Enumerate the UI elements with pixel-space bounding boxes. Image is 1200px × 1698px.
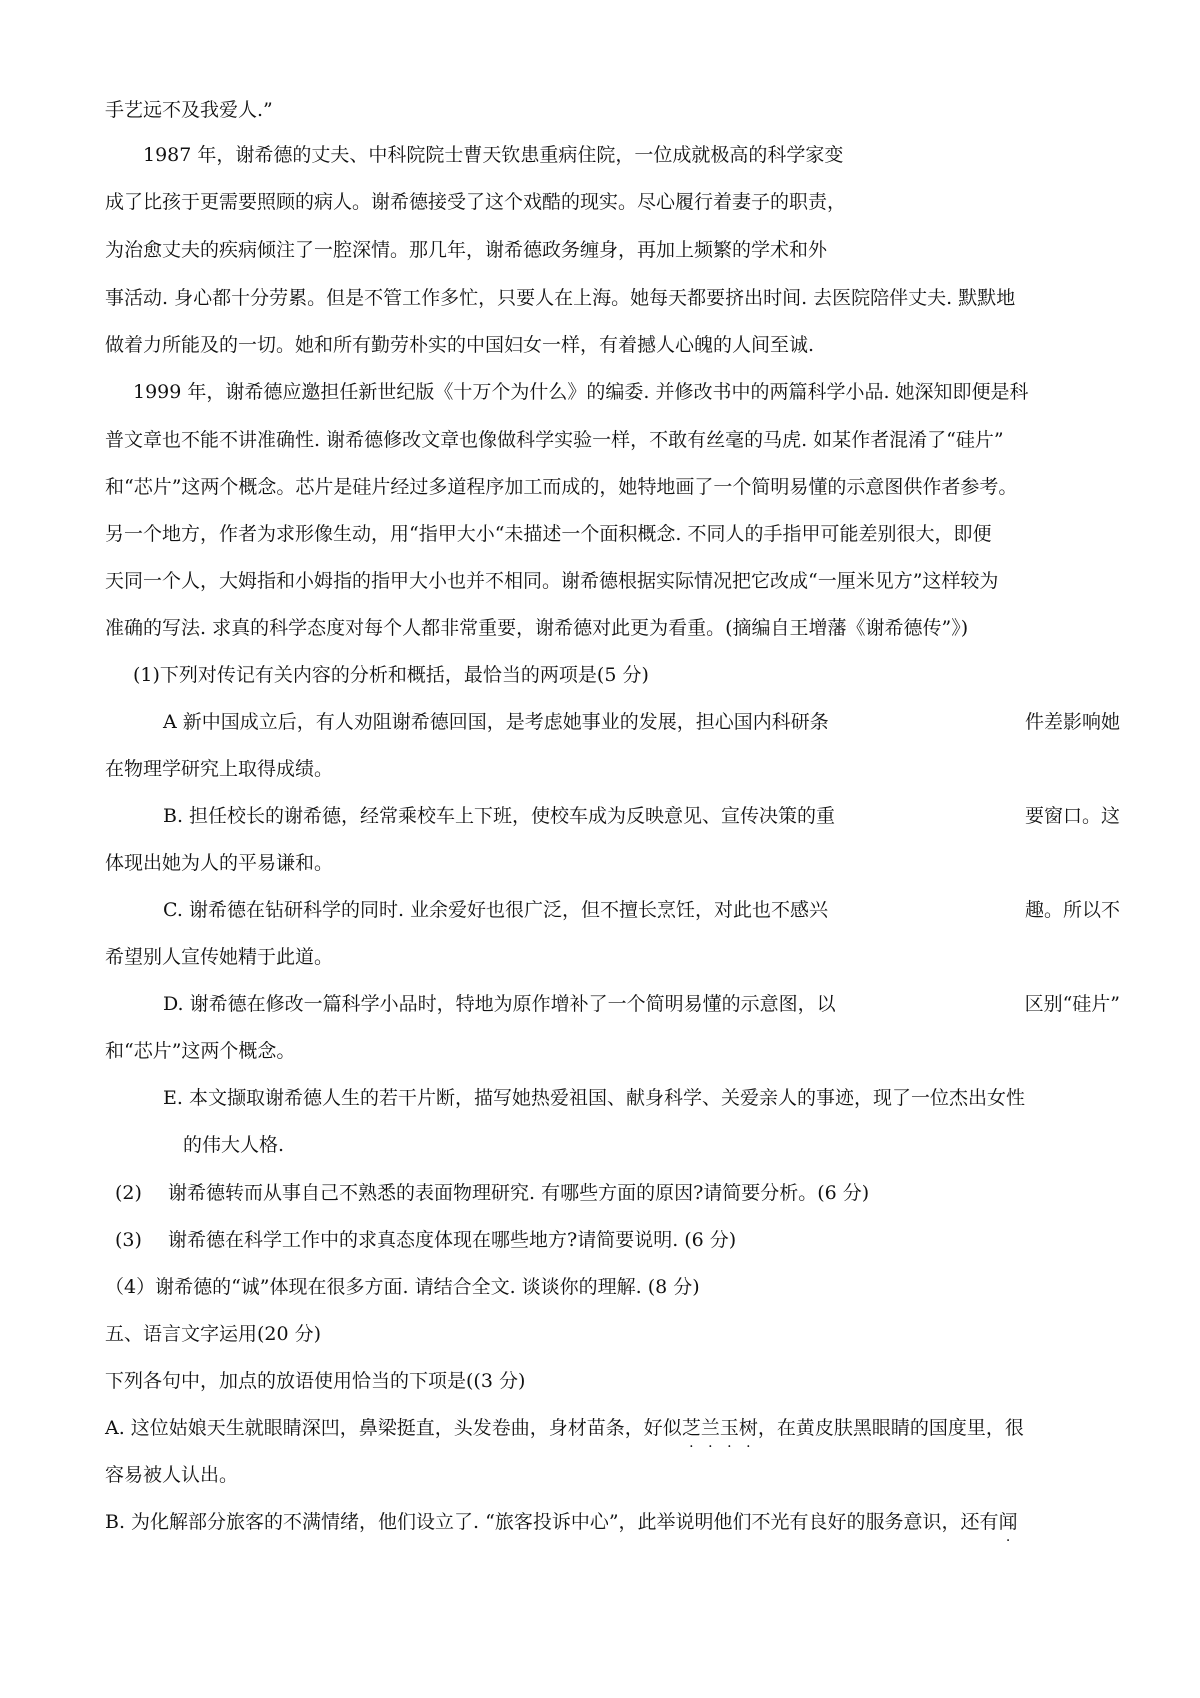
section-5-question-1: 下列各句中，加点的放语使用恰当的下项是((3 分) <box>105 1370 526 1392</box>
question-2-number: (2) <box>115 1182 142 1204</box>
option-B-text-right: 要窗口。这 <box>1024 805 1120 827</box>
paragraph-line: 1987 年，谢希德的丈夫、中科院院士曹天钦患重病住院，一位成就极高的科学家变 <box>143 144 844 166</box>
question-2-text: 谢希德转而从事自己不熟悉的表面物理研究. 有哪些方面的原因?请简要分析。(6 分) <box>168 1182 870 1204</box>
emphasis-char: 芝 · <box>681 1417 701 1455</box>
option-A-text-right: 件差影响她 <box>1024 711 1120 733</box>
emphasis-char: 树 · <box>738 1417 758 1455</box>
emphasis-dot: · <box>689 1439 694 1455</box>
choice-B <box>105 1508 1018 1549</box>
paragraph-line: 成了比孩于更需要照顾的病人。谢希德接受了这个戏酷的现实。尽心履行着妻子的职责， <box>105 191 847 213</box>
question-3-number: (3) <box>115 1229 142 1251</box>
option-A-text: A 新中国成立后，有人劝阻谢希德回国，是考虑她事业的发展，担心国内科研条 <box>163 711 829 733</box>
emphasis-dot: · <box>708 1439 713 1455</box>
choice-A-post: ，在黄皮肤黑眼睛的国度里，很 <box>757 1417 1024 1439</box>
question-4: （4）谢希德的“诚”体现在很多方面. 请结合全文. 谈谈你的理解. (8 分) <box>105 1276 700 1298</box>
choice-B-pre: B. 为化解部分旅客的不满情绪，他们设立了. “旅客投诉中心”，此举说明他们不光有良好的服务意识，还有 <box>105 1511 999 1533</box>
paragraph-line: 另一个地方，作者为求形像生动，用“指甲大小“未描述一个面积概念. 不同人的手指甲可能差别很大，即便 <box>105 523 992 545</box>
choice-A-pre: A. 这位姑娘天生就眼睛深凹，鼻梁挺直，头发卷曲，身材苗条，好似 <box>105 1417 682 1439</box>
paragraph-line: 和“芯片”这两个概念。芯片是硅片经过多道程序加工而成的，她特地画了一个简明易懂的示意图供作者参考。 <box>105 476 1018 498</box>
option-D-text-cont: 和“芯片”这两个概念。 <box>105 1040 296 1062</box>
emphasis-dot: · <box>746 1439 751 1455</box>
emphasis-char: 闻 · <box>998 1511 1018 1549</box>
option-C-text-right: 趣。所以不 <box>1024 899 1120 921</box>
question-1-stem: (1)下列对传记有关内容的分析和概括，最恰当的两项是(5 分) <box>133 664 649 686</box>
choice-A <box>105 1414 1024 1455</box>
paragraph-line: 为治愈丈夫的疾病倾注了一腔深情。那几年，谢希德政务缠身，再加上频繁的学术和外 <box>105 239 828 261</box>
option-C-text: C. 谢希德在钻研科学的同时. 业余爱好也很广泛，但不擅长烹饪，对此也不感兴 <box>163 899 829 921</box>
option-C-text-cont: 希望别人宣传她精于此道。 <box>105 946 334 968</box>
paragraph-line: 做着力所能及的一切。她和所有勤劳朴实的中国妇女一样，有着撼人心魄的人间至诚. <box>105 334 815 356</box>
choice-A-cont: 容易被人认出。 <box>105 1464 239 1486</box>
emphasis-char: 兰 · <box>700 1417 720 1455</box>
paragraph-line: 事活动. 身心都十分劳累。但是不管工作多忙，只要人在上海。她每天都要挤出时间. 去医院陪伴丈夫. 默默地 <box>105 287 1016 309</box>
option-D-text-right: 区别“硅片” <box>1024 993 1120 1015</box>
question-3-text: 谢希德在科学工作中的求真态度体现在哪些地方?请简要说明. (6 分) <box>168 1229 737 1251</box>
paragraph-line: 普文章也不能不讲准确性. 谢希德修改文章也像做科学实验一样，不敢有丝毫的马虎. 如某作者混淆了“硅片” <box>105 429 1004 451</box>
option-B-text-cont: 体现出她为人的平易谦和。 <box>105 852 334 874</box>
option-E-text-cont: 的伟大人格. <box>183 1134 285 1156</box>
option-D-text: D. 谢希德在修改一篇科学小品时，特地为原作增补了一个简明易懂的示意图，以 <box>163 993 836 1015</box>
option-A-text-cont: 在物理学研究上取得成绩。 <box>105 758 334 780</box>
emphasis-dot: · <box>1005 1533 1011 1549</box>
paragraph-line: 准确的写法. 求真的科学态度对每个人都非常重要，谢希德对此更为看重。(摘编自王增藩《谢希德传”》) <box>105 617 969 639</box>
option-E-text: E. 本文撷取谢希德人生的若干片断，描写她热爱祖国、献身科学、关爱亲人的事迹，现了一位杰出女性 <box>163 1087 1025 1109</box>
paragraph-line: 1999 年，谢希德应邀担任新世纪版《十万个为什么》的编委. 并修改书中的两篇科学小品. 她深知即便是科 <box>133 381 1029 403</box>
emphasis-char: 玉 · <box>719 1417 739 1455</box>
emphasis-dot: · <box>727 1439 732 1455</box>
option-B-text: B. 担任校长的谢希德，经常乘校车上下班，使校车成为反映意见、宣传决策的重 <box>163 805 836 827</box>
paragraph-line: 天同一个人，大姆指和小姆指的指甲大小也并不相同。谢希德根据实际情况把它改成“一厘米见方”这样较为 <box>105 570 999 592</box>
section-5-heading: 五、语言文字运用(20 分) <box>105 1323 322 1345</box>
paragraph-line: 手艺远不及我爱人.” <box>105 99 273 121</box>
